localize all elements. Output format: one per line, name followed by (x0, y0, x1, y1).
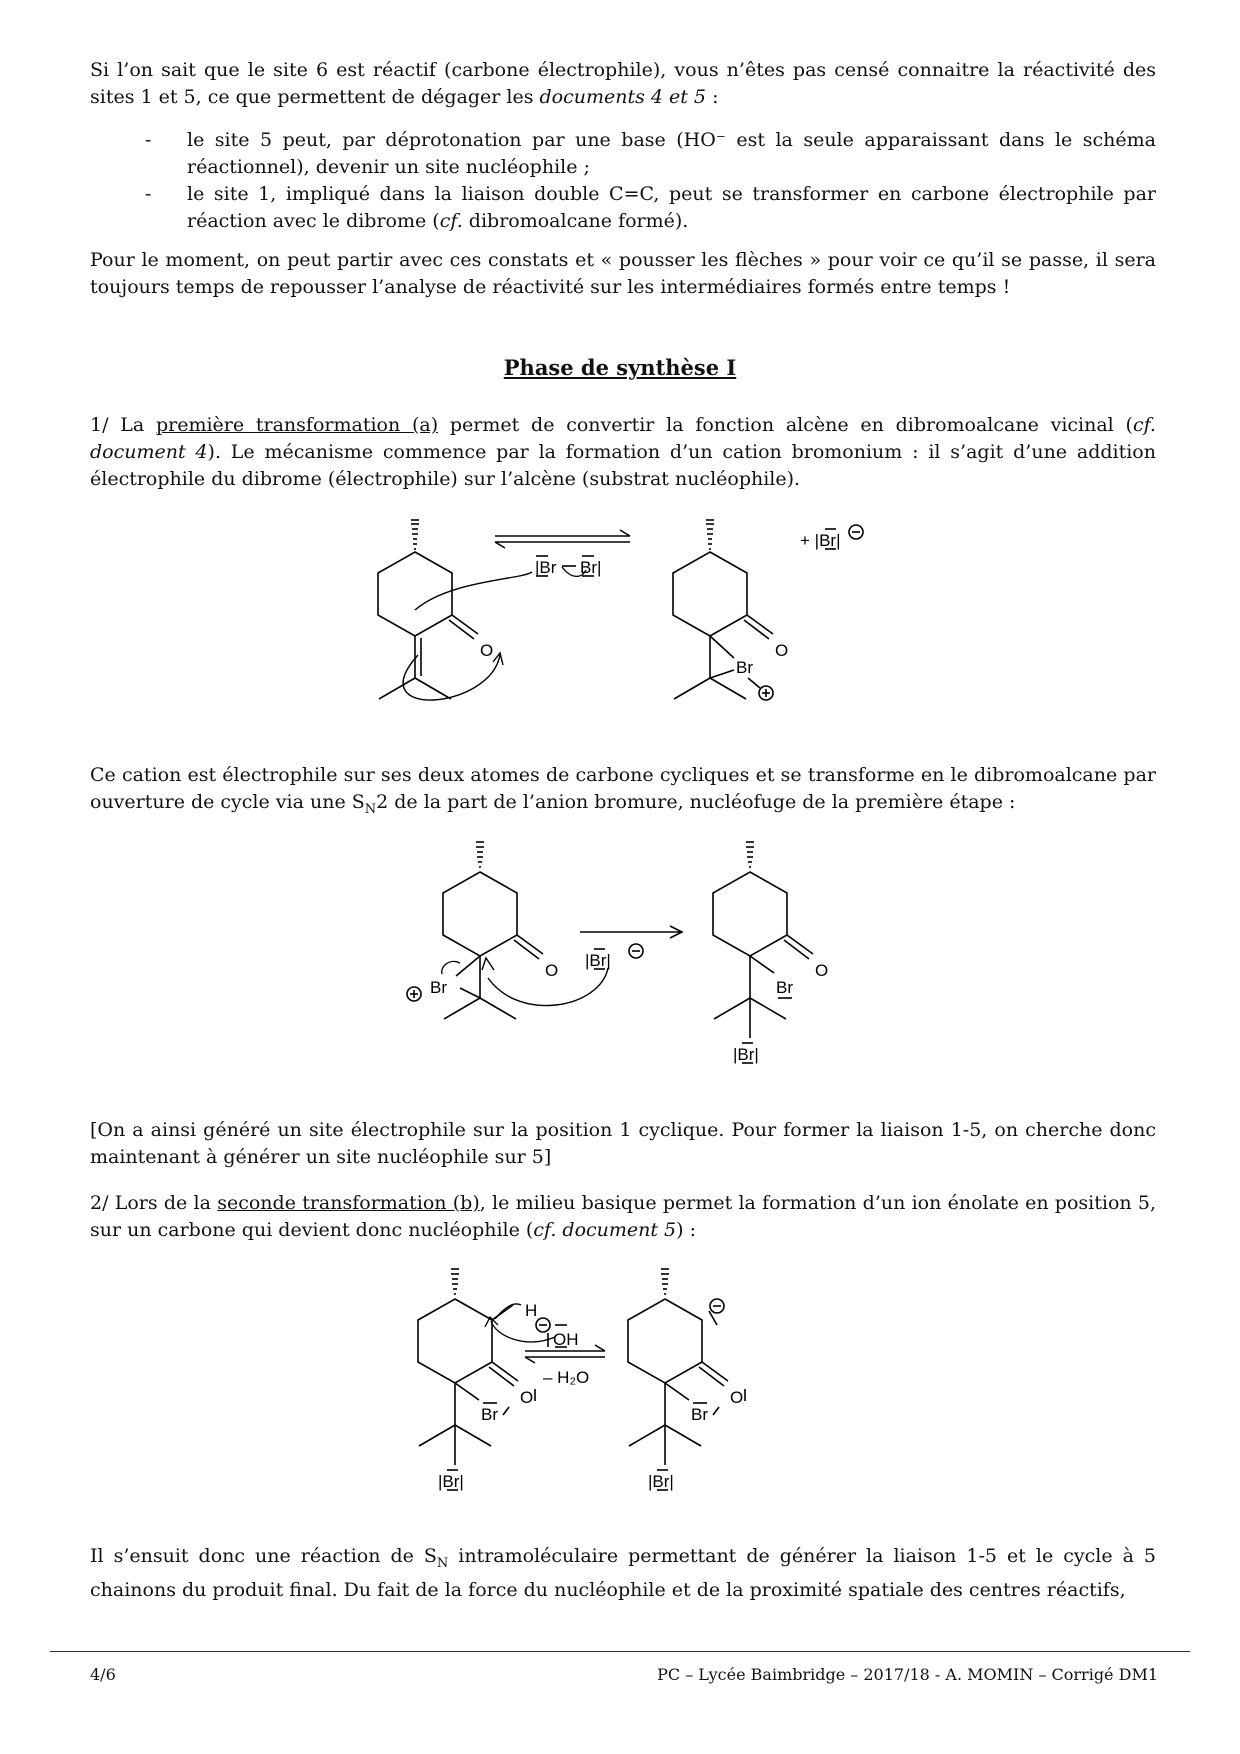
step2-text: , le milieu basique permet la formation d’un ion énolate en position 5, sur un carbone qui devient donc nucléophile ( (90, 1192, 1157, 1241)
step1-transformation: première transformation (a) (155, 414, 439, 436)
svg-text:Br: Br (736, 658, 753, 677)
list-item (145, 181, 1156, 235)
svg-text:+ |Br|: + |Br| (800, 531, 841, 550)
svg-text:Br: Br (776, 978, 793, 997)
final-text-end: intramoléculaire permettant de générer la liaison 1-5 et le cycle à 5 chainons du produit final. Du fait de la force du nucléophile et de la proximité spatiale des centres réactifs, (90, 1545, 1156, 1601)
hashed-methyl-bond (746, 842, 754, 867)
step1-cf: cf. document 4 (90, 414, 1156, 463)
step1-text-end: ). Le mécanisme commence par la formation d’un cation bromonium : il s’agit d’une addition électrophile du dibrome (électrophile) sur l’alcène (substrat nucléophile). (90, 441, 1156, 490)
svg-text:|Br|: |Br| (585, 951, 611, 970)
hashed-methyl-bond (476, 842, 484, 867)
svg-text:|Br|: |Br| (733, 1045, 759, 1064)
sn-subscript: N (364, 801, 377, 817)
hydrogen-label: H (525, 1301, 538, 1320)
list-item (145, 127, 1156, 181)
hashed-methyl-bond (411, 520, 419, 549)
step2-transformation: seconde transformation (b) (217, 1192, 480, 1214)
cation-paragraph (90, 762, 1156, 823)
svg-text:Br: Br (430, 978, 447, 997)
reactivity-list (145, 127, 1156, 235)
final-text: Il s’ensuit donc une réaction de S (90, 1545, 437, 1567)
list-item-text: le site 1, impliqué dans la liaison double C=C, peut se transformer en carbone électrophile par réaction avec le dibrome ( (187, 183, 1156, 232)
arrow-pushing-text: Pour le moment, on peut partir avec ces constats et « pousser les flèches » pour voir ce qu’il se passe, il sera toujours temps de repousser l’analyse de réactivité sur les intermédiaires formés entre temps ! (90, 249, 1156, 298)
step1-paragraph (90, 412, 1156, 493)
cation-text-end: 2 de la part de l’anion bromure, nucléofuge de la première étape : (376, 791, 1016, 813)
hashed-methyl-bond (661, 1269, 669, 1294)
svg-text:|Br: |Br (535, 558, 557, 577)
svg-text:O: O (730, 1388, 744, 1407)
cf-ref: cf. (439, 210, 463, 232)
step2-cf: cf. document 5 (533, 1219, 677, 1241)
step2-number: 2/ Lors de la (90, 1192, 218, 1214)
intro-colon: : (706, 86, 719, 108)
oxygen-label: O (520, 1388, 534, 1407)
hashed-methyl-bond (706, 520, 714, 549)
sn-subscript: N (436, 1555, 449, 1571)
list-item-text: le site 5 peut, par déprotonation par une base (HO⁻ est la seule apparaissant dans le schéma réactionnel), devenir un site nucléophile ; (187, 129, 1156, 178)
bromine-label: Br (481, 1405, 498, 1424)
step1-text: permet de convertir la fonction alcène en dibromoalcane vicinal ( (438, 414, 1133, 436)
cyclohexane-ring (418, 1299, 492, 1383)
svg-text:O: O (480, 641, 494, 660)
arrow-pushing-paragraph (90, 247, 1156, 301)
cyclohexane-ring (443, 872, 517, 956)
cyclohexane-ring (628, 1299, 702, 1383)
svg-text:O: O (815, 961, 829, 980)
enolate-formation-scheme (395, 1265, 875, 1515)
hydroxide-label: OH (553, 1330, 579, 1349)
final-paragraph (90, 1543, 1156, 1604)
bromonium-formation-scheme (300, 510, 940, 730)
svg-text:|Br|: |Br| (438, 1472, 464, 1491)
intro-documents-ref: documents 4 et 5 (539, 86, 707, 108)
section-title: Phase de synthèse I (503, 355, 737, 380)
step1-number: 1/ La (90, 414, 156, 436)
note-text: [On a ainsi généré un site électrophile sur la position 1 cyclique. Pour former la liaison 1-5, on cherche donc maintenant à générer un site nucléophile sur 5] (90, 1119, 1156, 1168)
list-item-text-end: dibromoalcane formé). (462, 210, 689, 232)
course-footer: PC – Lycée Baimbridge – 2017/18 - A. MOMIN – Corrigé DM1 (657, 1665, 1158, 1684)
cation-text: Ce cation est électrophile sur ses deux atomes de carbone cycliques et se transforme en le dibromoalcane par ouverture de cycle via une S (90, 764, 1156, 813)
page-number: 4/6 (90, 1665, 116, 1684)
note-paragraph (90, 1117, 1156, 1171)
bromine-label: Br (691, 1405, 708, 1424)
ring-opening-scheme (400, 838, 880, 1088)
footer-divider (50, 1651, 1190, 1652)
intro-paragraph (90, 57, 1156, 111)
cyclohexane-ring (673, 552, 747, 636)
svg-text:|Br|: |Br| (648, 1472, 674, 1491)
water-loss-label: – H₂O (543, 1368, 590, 1387)
svg-text:Br|: Br| (580, 558, 602, 577)
svg-text:O: O (775, 641, 789, 660)
step2-paragraph (90, 1190, 1156, 1244)
cyclohexane-ring (713, 872, 787, 956)
intro-text: Si l’on sait que le site 6 est réactif (carbone électrophile), vous n’êtes pas censé connaitre la réactivité des sites 1 et 5, ce que permettent de dégager les (90, 59, 1156, 108)
step2-text-end: ) : (676, 1219, 697, 1241)
hashed-methyl-bond (451, 1269, 459, 1294)
svg-text:O: O (545, 961, 559, 980)
